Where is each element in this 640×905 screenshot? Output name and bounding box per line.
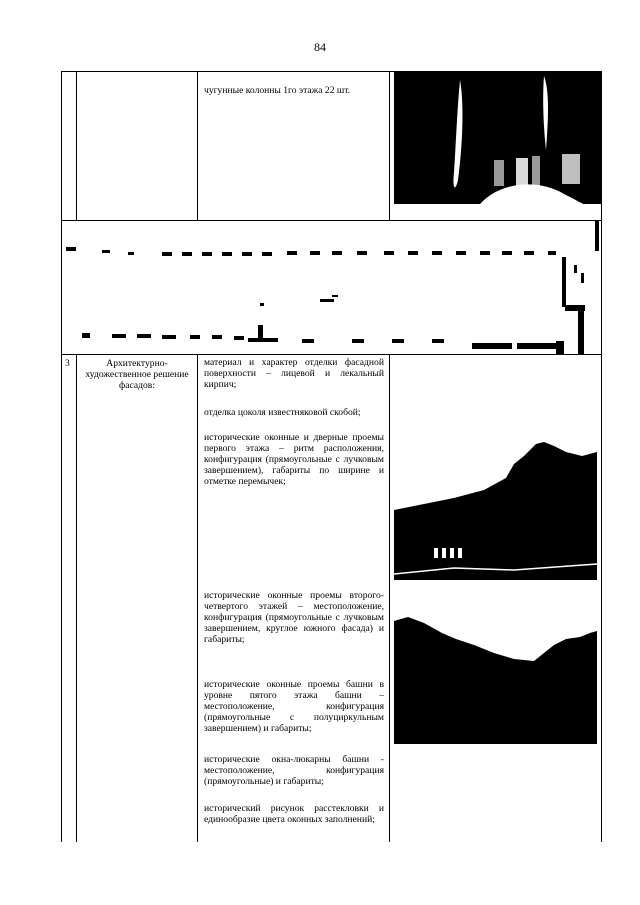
photo-facade-icon	[394, 613, 597, 744]
table-border	[601, 71, 602, 221]
cell-description: чугунные колонны 1го этажа 22 шт.	[204, 85, 351, 96]
table-border	[61, 354, 62, 842]
photo-facade-upper-floors	[394, 613, 597, 744]
table-border	[601, 354, 602, 842]
photo-facade-first-floor	[394, 434, 597, 580]
table-border	[389, 71, 390, 221]
paragraph: исторические окна-люкарны башни - местоположение, конфигурация (прямоугольные) и габариты;	[204, 754, 384, 787]
table-border	[601, 220, 602, 354]
table-border	[389, 354, 390, 842]
table-border	[61, 71, 62, 221]
paragraph: исторические оконные проемы башни в уровне пятого этажа башни – местоположение, конфигурация (прямоугольные с полуциркульным завершением) и габариты;	[204, 679, 384, 734]
drawing-strip-icon	[62, 221, 601, 354]
table-border	[197, 71, 198, 221]
table-border	[61, 354, 602, 355]
scanned-drawing-strip	[62, 221, 601, 354]
row-title: Архитектурно-художественное решение фасадов:	[85, 358, 189, 391]
photo-interior	[394, 72, 601, 213]
page-number: 84	[314, 40, 326, 54]
photo-facade-icon	[394, 434, 597, 580]
paragraph: исторический рисунок расстекловки и единообразие цвета оконных заполнений;	[204, 803, 384, 825]
table-border	[197, 354, 198, 842]
table-border	[76, 354, 77, 842]
photo-interior-icon	[394, 72, 601, 213]
paragraph: материал и характер отделки фасадной поверхности – лицевой и лекальный кирпич;	[204, 357, 384, 390]
table-border	[76, 71, 77, 221]
row-number: 3	[65, 358, 70, 369]
paragraph: исторические оконные проемы второго-четвертого этажей – местоположение, конфигурация (прямоугольные с лучковым завершением, круглое южного фасада) и габариты;	[204, 590, 384, 645]
paragraph: отделка цоколя известняковой скобой;	[204, 407, 361, 418]
paragraph: исторические оконные и дверные проемы первого этажа – ритм расположения, конфигурация (прямоугольные с лучковым завершением), габариты по ширине и отметке перемычек;	[204, 432, 384, 487]
